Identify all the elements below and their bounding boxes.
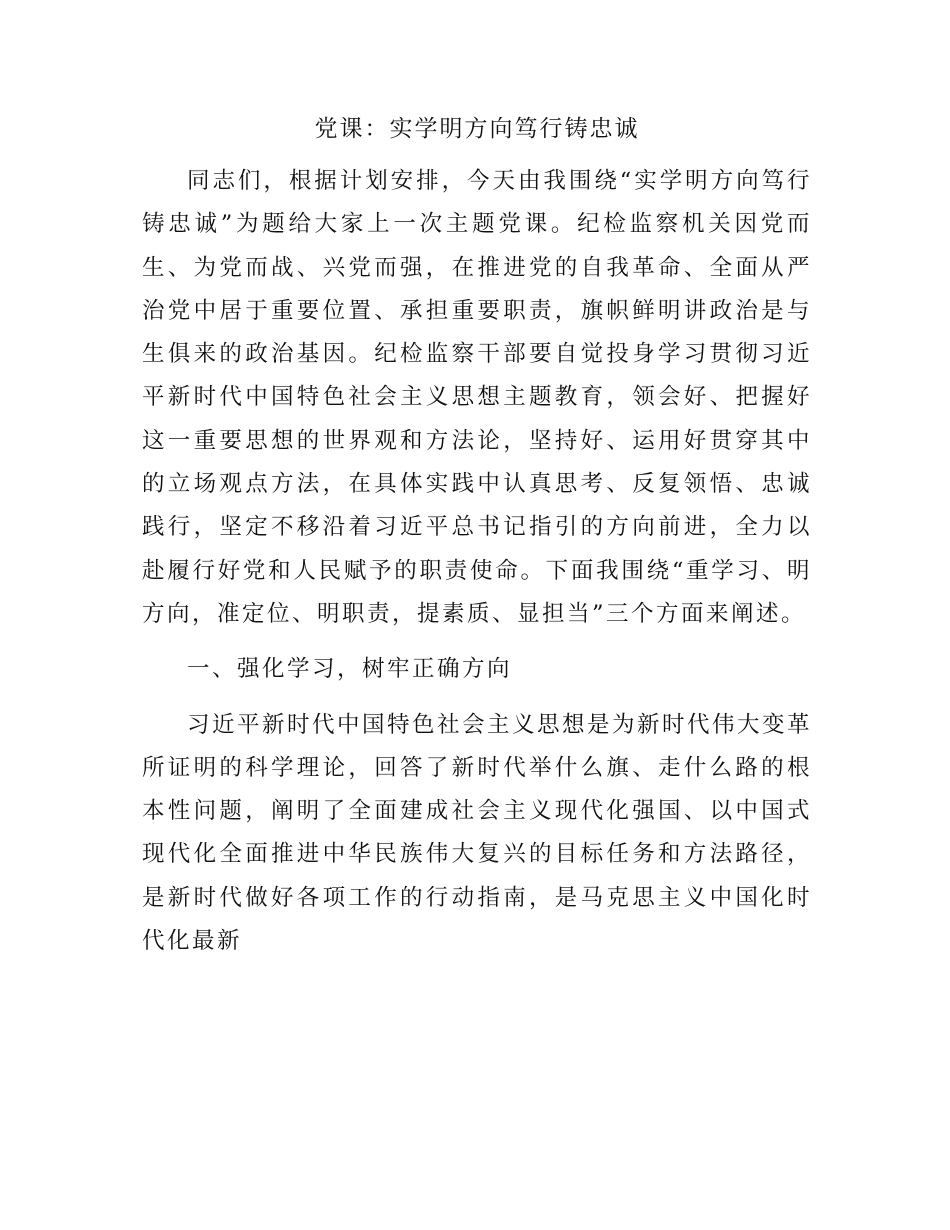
document-body <box>142 110 812 963</box>
body-paragraph-section-1: 习近平新时代中国特色社会主义思想是为新时代伟大变革所证明的科学理论，回答了新时代举什么旗、走什么路的根本性问题，阐明了全面建成社会主义现代化强国、以中国式现代化全面推进中华民族伟大复兴的目标任务和方法路径，是新时代做好各项工作的行动指南，是马克思主义中国化时代化最新 <box>142 711 813 955</box>
body-paragraph-intro: 同志们，根据计划安排，今天由我围绕“实学明方向笃行铸忠诚”为题给大家上一次主题党课。纪检监察机关因党而生、为党而战、兴党而强，在推进党的自我革命、全面从严治党中居于重要位置、承担重要职责，旗帜鲜明讲政治是与生俱来的政治基因。纪检监察干部要自觉投身学习贯彻习近平新时代中国特色社会主义思想主题教育，领会好、把握好这一重要思想的世界观和方法论，坚持好、运用好贯穿其中的立场观点方法，在具体实践中认真思考、反复领悟、忠诚践行，坚定不移沿着习近平总书记指引的方向前进，全力以赴履行好党和人民赋予的职责使命。下面我围绕“重学习、明方向，准定位、明职责，提素质、显担当”三个方面来阐述。 <box>142 168 812 627</box>
section-heading-1: 一、强化学习，树牢正确方向 <box>187 656 513 683</box>
document-title: 党课：实学明方向笃行铸忠诚 <box>314 116 640 142</box>
